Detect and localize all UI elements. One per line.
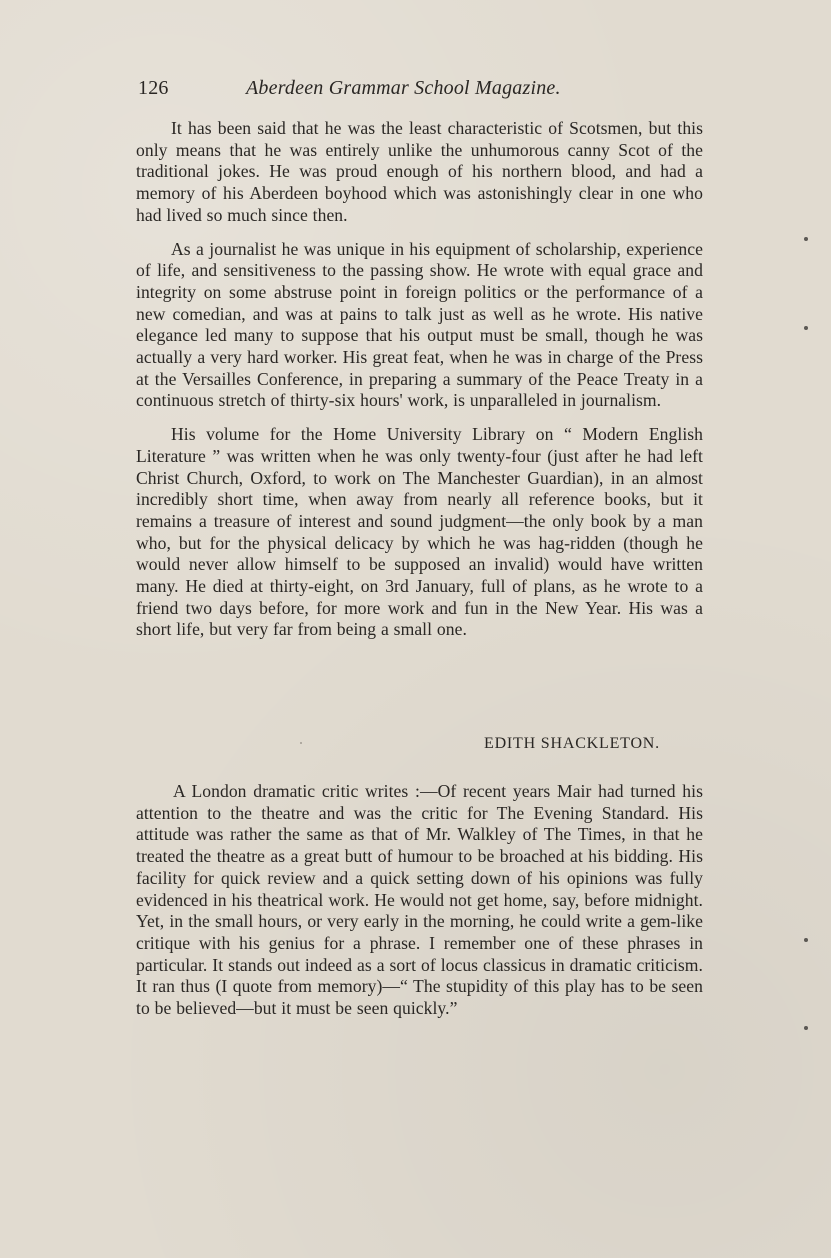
critic-article-text <box>136 781 703 1020</box>
margin-mark-3 <box>804 938 808 942</box>
article-paragraph-1: It has been said that he was the least characteristic of Scotsmen, but this only means that he was entirely unlike the unhumorous canny Scot of the traditional jokes. He was proud enough of his northern blood, and had a memory of his Aberdeen boyhood which was astonishingly clear in one who had lived so much since then. <box>136 118 703 225</box>
margin-mark-1 <box>804 237 808 241</box>
page-number: 126 <box>138 77 169 99</box>
author-signature: EDITH SHACKLETON. <box>484 735 660 752</box>
article-paragraph-3: His volume for the Home University Library on “ Modern English Literature ” was written when he was only twenty-four (just after he had left Christ Church, Oxford, to work on The Manchester Guardian), in an almost incredibly short time, when away from nearly all reference books, but it remains a treasure of interest and sound judgment—the only book by a man who, but for the physical delicacy by which he was hag-ridden (though he would never allow himself to be supposed an invalid) would have written many. He died at thirty-eight, on 3rd January, full of plans, as he wrote to a friend two days before, for more work and fun in the New Year. His was a short life, but very far from being a small one. <box>136 424 703 640</box>
main-article-text <box>136 118 703 641</box>
margin-mark-4 <box>804 1026 808 1030</box>
running-title: Aberdeen Grammar School Magazine. <box>246 77 561 99</box>
article-paragraph-2: As a journalist he was unique in his equipment of scholarship, experience of life, and sensitiveness to the passing show. He wrote with equal grace and integrity on some abstruse point in foreign politics or the performance of a new comedian, and was at pains to talk just as well as he wrote. His native elegance led many to suppose that his output must be small, though he was actually a very hard worker. His great feat, when he was in charge of the Press at the Versailles Conference, in preparing a summary of the Peace Treaty in a continuous stretch of thirty-six hours' work, is unparalleled in journalism. <box>136 238 703 411</box>
small-page-speck <box>300 742 302 744</box>
page-header <box>138 77 698 105</box>
margin-mark-2 <box>804 326 808 330</box>
critic-paragraph: A London dramatic critic writes :—Of recent years Mair had turned his attention to the theatre and was the critic for The Evening Standard. His attitude was rather the same as that of Mr. Walkley of The Times, in that he treated the theatre as a great butt of humour to be broached at his bidding. His facility for quick review and a quick setting down of his opinions was fully evidenced in his theatrical work. He would not get home, say, before midnight. Yet, in the small hours, or very early in the morning, he could write a gem-like critique with his genius for a phrase. I remember one of these phrases in particular. It stands out indeed as a sort of locus classicus in dramatic criticism. It ran thus (I quote from memory)—“ The stupidity of this play has to be seen to be believed—but it must be seen quickly.” <box>136 781 703 1019</box>
